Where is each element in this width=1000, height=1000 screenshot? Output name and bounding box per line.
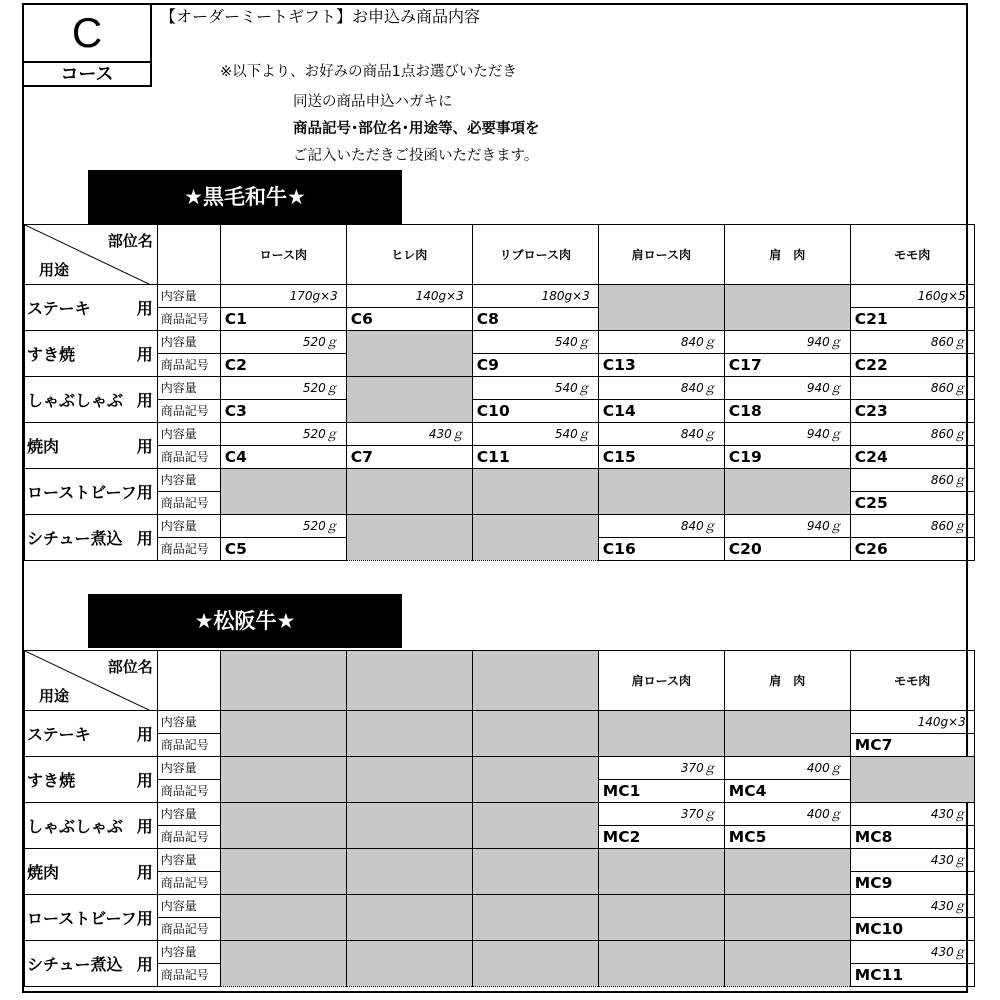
use-suffix: 用 [136, 437, 153, 456]
unavailable-cell [220, 849, 346, 895]
unavailable-cell [850, 757, 974, 803]
quantity-value: 860ｇ [850, 331, 974, 354]
use-name: シチュー煮込 [27, 955, 123, 974]
quantity-value: 400ｇ [724, 757, 850, 780]
code-label: 商品記号 [157, 354, 220, 377]
quantity-value: 860ｇ [850, 423, 974, 446]
unavailable-cell [598, 285, 724, 331]
header-blank [157, 225, 220, 285]
quantity-value: 160g×5 [850, 285, 974, 308]
table-row [25, 446, 975, 469]
code-label: 商品記号 [157, 446, 220, 469]
qty-label: 内容量 [157, 757, 220, 780]
unavailable-cell [220, 803, 346, 849]
unavailable-cell [598, 469, 724, 515]
use-name: ローストビーフ [27, 483, 137, 502]
product-code: C10 [472, 400, 598, 423]
qty-label: 内容量 [157, 803, 220, 826]
unavailable-cell [724, 469, 850, 515]
use-name: しゃぶしゃぶ [27, 817, 124, 836]
header-row [25, 225, 975, 285]
use-label-cell [25, 515, 158, 561]
use-label-cell [25, 803, 158, 849]
product-code: C22 [850, 354, 974, 377]
column-header: モモ肉 [850, 651, 974, 711]
product-code: MC2 [598, 826, 724, 849]
header-row [25, 651, 975, 711]
unavailable-cell [220, 711, 346, 757]
product-code: C15 [598, 446, 724, 469]
unavailable-cell [724, 895, 850, 941]
product-code: C21 [850, 308, 974, 331]
product-code: C11 [472, 446, 598, 469]
quantity-value: 940ｇ [724, 423, 850, 446]
corner-use-label: 用途 [39, 687, 70, 705]
unavailable-cell [346, 711, 472, 757]
use-label-cell [25, 711, 158, 757]
table-row [25, 285, 975, 308]
use-suffix: 用 [136, 299, 153, 318]
section-banner-matsusaka: ★松阪牛★ [88, 594, 402, 648]
qty-label: 内容量 [157, 377, 220, 400]
unavailable-cell [598, 849, 724, 895]
product-code: C25 [850, 492, 974, 515]
unavailable-cell [598, 711, 724, 757]
unavailable-cell [472, 803, 598, 849]
product-code: C3 [220, 400, 346, 423]
qty-label: 内容量 [157, 515, 220, 538]
code-label: 商品記号 [157, 492, 220, 515]
code-label: 商品記号 [157, 964, 220, 987]
qty-label: 内容量 [157, 469, 220, 492]
code-label: 商品記号 [157, 872, 220, 895]
quantity-value: 860ｇ [850, 515, 974, 538]
page-title: 【オーダーミートギフト】お申込み商品内容 [160, 7, 481, 26]
column-header: ロース肉 [220, 225, 346, 285]
product-code: MC10 [850, 918, 974, 941]
header-blank [157, 651, 220, 711]
unavailable-cell [346, 469, 472, 515]
code-label: 商品記号 [157, 400, 220, 423]
product-code: C26 [850, 538, 974, 561]
table-row [25, 469, 975, 492]
product-grid [24, 650, 975, 987]
unavailable-cell [220, 941, 346, 987]
product-code: C16 [598, 538, 724, 561]
qty-label: 内容量 [157, 849, 220, 872]
code-label: 商品記号 [157, 734, 220, 757]
quantity-value: 170g×3 [220, 285, 346, 308]
table-row [25, 757, 975, 780]
use-label-cell [25, 895, 158, 941]
product-code: MC8 [850, 826, 974, 849]
qty-label: 内容量 [157, 941, 220, 964]
quantity-value: 370ｇ [598, 803, 724, 826]
product-code: C4 [220, 446, 346, 469]
unavailable-cell [220, 895, 346, 941]
unavailable-cell [472, 757, 598, 803]
quantity-value: 430ｇ [346, 423, 472, 446]
corner-use-label: 用途 [39, 261, 70, 279]
use-name: 焼肉 [27, 863, 60, 882]
column-header: ヒレ肉 [346, 225, 472, 285]
use-suffix: 用 [136, 345, 153, 364]
product-code: C14 [598, 400, 724, 423]
column-header: 肩ロース肉 [598, 225, 724, 285]
unavailable-cell [346, 515, 472, 561]
use-name: ステーキ [27, 299, 91, 318]
use-suffix: 用 [136, 863, 153, 882]
table-row [25, 423, 975, 446]
unavailable-cell [472, 711, 598, 757]
quantity-value: 180g×3 [472, 285, 598, 308]
table-row [25, 849, 975, 872]
quantity-value: 840ｇ [598, 331, 724, 354]
table-row [25, 803, 975, 826]
product-grid [24, 224, 975, 561]
quantity-value: 400ｇ [724, 803, 850, 826]
unavailable-cell [220, 469, 346, 515]
quantity-value: 860ｇ [850, 377, 974, 400]
code-label: 商品記号 [157, 826, 220, 849]
product-code: C1 [220, 308, 346, 331]
unavailable-cell [346, 895, 472, 941]
use-name: しゃぶしゃぶ [27, 391, 124, 410]
product-code: MC4 [724, 780, 850, 803]
unavailable-cell [346, 941, 472, 987]
quantity-value: 520ｇ [220, 423, 346, 446]
column-header: 肩ロース肉 [598, 651, 724, 711]
use-label-cell [25, 849, 158, 895]
note-line-3: 商品記号･部位名･用途等、必要事項を [293, 121, 540, 137]
unavailable-cell [472, 469, 598, 515]
product-code: C2 [220, 354, 346, 377]
unavailable-cell [346, 331, 472, 377]
use-suffix: 用 [136, 955, 153, 974]
course-label: コース [60, 64, 114, 85]
product-code: C9 [472, 354, 598, 377]
unavailable-cell [472, 895, 598, 941]
product-code: C13 [598, 354, 724, 377]
use-label-cell [25, 331, 158, 377]
quantity-value: 430ｇ [850, 849, 974, 872]
quantity-value: 940ｇ [724, 377, 850, 400]
quantity-value: 520ｇ [220, 377, 346, 400]
product-code: C6 [346, 308, 472, 331]
use-label-cell [25, 941, 158, 987]
corner-part-label: 部位名 [107, 658, 153, 676]
column-header: モモ肉 [850, 225, 974, 285]
course-letter: C [71, 9, 103, 56]
qty-label: 内容量 [157, 895, 220, 918]
use-suffix: 用 [136, 817, 153, 836]
quantity-value: 140g×3 [850, 711, 974, 734]
unavailable-cell [598, 941, 724, 987]
use-name: すき焼 [27, 771, 76, 790]
column-header [472, 651, 598, 711]
product-code: C17 [724, 354, 850, 377]
use-label-cell [25, 285, 158, 331]
quantity-value: 840ｇ [598, 515, 724, 538]
code-label: 商品記号 [157, 538, 220, 561]
unavailable-cell [346, 757, 472, 803]
code-label: 商品記号 [157, 308, 220, 331]
product-code: C23 [850, 400, 974, 423]
product-code: C8 [472, 308, 598, 331]
column-header: 肩 肉 [724, 225, 850, 285]
table-row [25, 400, 975, 423]
quantity-value: 520ｇ [220, 331, 346, 354]
product-code: C19 [724, 446, 850, 469]
quantity-value: 540ｇ [472, 377, 598, 400]
product-code: MC7 [850, 734, 974, 757]
unavailable-cell [724, 285, 850, 331]
quantity-value: 540ｇ [472, 423, 598, 446]
product-code: MC1 [598, 780, 724, 803]
quantity-value: 430ｇ [850, 895, 974, 918]
use-suffix: 用 [136, 391, 153, 410]
note-line-2: 同送の商品申込ハガキに [293, 94, 453, 110]
product-code: MC9 [850, 872, 974, 895]
unavailable-cell [598, 895, 724, 941]
unavailable-cell [346, 377, 472, 423]
use-label-cell [25, 469, 158, 515]
course-box [22, 3, 152, 87]
quantity-value: 370ｇ [598, 757, 724, 780]
qty-label: 内容量 [157, 423, 220, 446]
product-code: MC5 [724, 826, 850, 849]
quantity-value: 430ｇ [850, 941, 974, 964]
unavailable-cell [472, 941, 598, 987]
use-suffix: 用 [136, 529, 153, 548]
use-name: シチュー煮込 [27, 529, 123, 548]
unavailable-cell [724, 849, 850, 895]
use-label-cell [25, 377, 158, 423]
product-code: C20 [724, 538, 850, 561]
column-header: 肩 肉 [724, 651, 850, 711]
code-label: 商品記号 [157, 918, 220, 941]
quantity-value: 940ｇ [724, 515, 850, 538]
use-name: すき焼 [27, 345, 76, 364]
corner-part-label: 部位名 [107, 232, 153, 250]
table-row [25, 354, 975, 377]
table-row [25, 711, 975, 734]
unavailable-cell [472, 849, 598, 895]
corner-cell [25, 651, 158, 711]
product-code: C5 [220, 538, 346, 561]
column-header [346, 651, 472, 711]
qty-label: 内容量 [157, 711, 220, 734]
unavailable-cell [220, 757, 346, 803]
quantity-value: 140g×3 [346, 285, 472, 308]
column-header [220, 651, 346, 711]
use-name: ローストビーフ [27, 909, 137, 928]
table-row [25, 377, 975, 400]
use-name: ステーキ [27, 725, 91, 744]
note-line-4: ご記入いただきご投函いただきます。 [293, 148, 539, 164]
quantity-value: 520ｇ [220, 515, 346, 538]
unavailable-cell [346, 849, 472, 895]
use-suffix: 用 [136, 909, 153, 928]
table-row [25, 331, 975, 354]
quantity-value: 940ｇ [724, 331, 850, 354]
table-row [25, 895, 975, 918]
column-header: リブロース肉 [472, 225, 598, 285]
product-code: MC11 [850, 964, 974, 987]
quantity-value: 540ｇ [472, 331, 598, 354]
quantity-value: 840ｇ [598, 377, 724, 400]
quantity-value: 430ｇ [850, 803, 974, 826]
qty-label: 内容量 [157, 285, 220, 308]
unavailable-cell [472, 515, 598, 561]
code-label: 商品記号 [157, 780, 220, 803]
use-name: 焼肉 [27, 437, 60, 456]
unavailable-cell [724, 941, 850, 987]
section-banner-kuroge: ★黒毛和牛★ [88, 170, 402, 224]
qty-label: 内容量 [157, 331, 220, 354]
unavailable-cell [346, 803, 472, 849]
use-label-cell [25, 757, 158, 803]
use-suffix: 用 [136, 771, 153, 790]
product-code: C7 [346, 446, 472, 469]
product-code: C24 [850, 446, 974, 469]
quantity-value: 860ｇ [850, 469, 974, 492]
note-line-1: ※以下より、お好みの商品1点お選びいただき [220, 64, 517, 80]
table-row [25, 515, 975, 538]
use-label-cell [25, 423, 158, 469]
use-suffix: 用 [136, 725, 153, 744]
quantity-value: 840ｇ [598, 423, 724, 446]
product-code: C18 [724, 400, 850, 423]
corner-cell [25, 225, 158, 285]
unavailable-cell [724, 711, 850, 757]
table-row [25, 941, 975, 964]
use-suffix: 用 [136, 483, 153, 502]
